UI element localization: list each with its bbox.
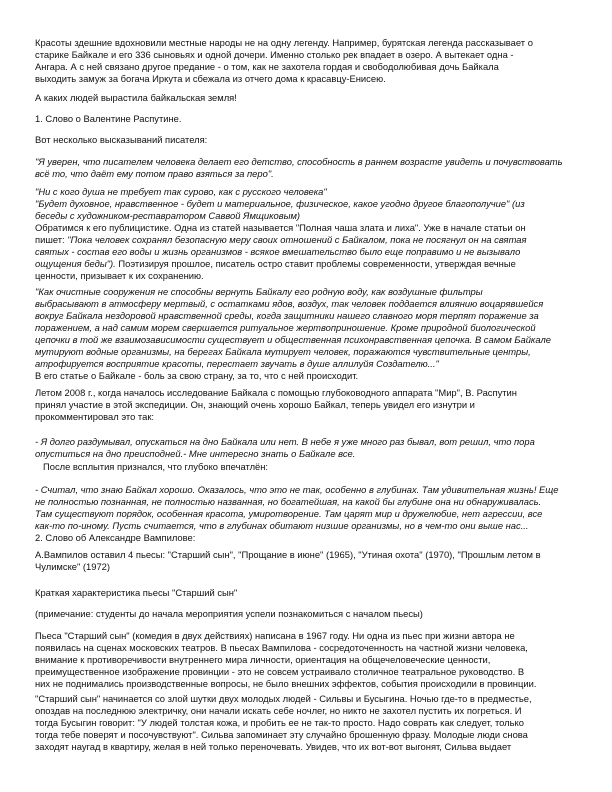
text-line: "Старший сын" начинается со злой шутки двух молодых людей - Сильвы и Бусыгина. Ночью где-то в предместье, [35, 693, 532, 704]
paragraph-publicism [35, 222, 583, 282]
text-line: внимание к противоречивости внутреннего мира личности, ориентация на общечеловеческие ценности, [35, 654, 491, 665]
text-line: "Ни с кого душа не требует так сурово, как с русского человека" [35, 186, 327, 197]
text-line: атрофируется восприятие красоты, перестает звучать в душе аллилуйя Создателю..." [35, 358, 439, 369]
text-line: всё то, что даёт ему потом право взяться за перо". [35, 168, 274, 179]
text-line: принял участие в этой экспедиции. Он, знающий очень хорошо Байкал, теперь увидел его изнутри и [35, 399, 475, 410]
text-line: Обратимся к его публицистике. Одна из статей называется "Полная чаша злата и лиха". Уже в начале статьи он [35, 222, 526, 233]
quote-depths [35, 484, 583, 544]
text-line: выходить замуж за богача Иркута и сбежала из отчего дома к красавцу-Енисею. [35, 73, 386, 84]
paragraph-expedition [35, 387, 583, 423]
text-line: поражением, а над самим морем свершается ритуальное жертвоприношение. Кроме природной биологической [35, 322, 536, 333]
paragraph-note: (примечание: студенты до начала мероприятия успели познакомиться с началом пьесы) [35, 608, 423, 619]
text-line: святых - состав его воды и жизнь организмов - всякое вмешательство было еще поправимо и не вызывало [35, 246, 521, 257]
text-span: Поэтизируя прошлое, писатель остро ставит проблемы современности, утверждая вечные [115, 258, 516, 269]
quote-span: ощущения беды"). [35, 258, 116, 269]
text-line: заходят наугад в квартиру, желая в ней только переночевать. Увидев, что их вот-вот выгонят, Сильва выдает [35, 741, 512, 752]
quote-descent [35, 436, 583, 460]
text-line: ценности, призывает к их сохранению. [35, 270, 204, 281]
text-line: вокруг Байкала нездоровой нравственной среды, когда защитники нашего славного моря терпят поражение за [35, 310, 539, 321]
text-line: тогда Бусыгин говорит: "У людей толстая кожа, и пробить ее не так-то просто. Надо соврать как следует, только [35, 717, 524, 728]
text-line: Летом 2008 г., когда началось исследование Байкала с помощью глубоководного аппарата "Мир", В. Распутин [35, 387, 517, 398]
text-line: "Как очистные сооружения не способны вернуть Байкалу его родную воду, как воздушные фильтры [35, 286, 483, 297]
paragraph-quotes-intro: Вот несколько высказываний писателя: [35, 134, 208, 145]
text-line: преимущественное изображение провинции - это не совсем устраивало столичное театральное руководство. В [35, 666, 525, 677]
quote-span: "Пока человек сохранял безопасную меру своих отношений с Байкалом, пока не посягнул он на святая [67, 234, 527, 245]
quote-article [35, 286, 583, 382]
text-line: опоздав на последнюю электричку, они начали искать себе ночлег, но никто не захотел пустить их погреться. И [35, 705, 522, 716]
text-line: А.Вампилов оставил 4 пьесы: "Старший сын", "Прощание в июне" (1965), "Утиная охота" (1970), "Прошлым летом в [35, 549, 541, 560]
paragraph-play-plot [35, 693, 583, 753]
paragraph-question: А каких людей вырастила байкальская земля! [35, 92, 237, 103]
section-heading-play: Краткая характеристика пьесы "Старший сын" [35, 587, 238, 598]
text-line: Чулимске" (1972) [35, 561, 111, 572]
text-line: как-то по-иному. Пусть считается, что в глубинах обитают низшие организмы, но в чем-то они выше нас... [35, 520, 529, 531]
section-heading-rasputin: 1. Слово о Валентине Распутине. [35, 113, 182, 124]
text-line: - Я долго раздумывал, опускаться на дно Байкала или нет. В небе я уже много раз бывал, вот решил, что пора [35, 436, 535, 447]
text-line: появилась на сценах московских театров. В пьесах Вампилова - сосредоточенность на частной жизни человека, [35, 642, 528, 653]
text-line: мутируют водные организмы, на берегах Байкала мутирует человек, поражаются чувствительные центры, [35, 346, 531, 357]
text-line: "Я уверен, что писателем человека делает его детство, способность в раннем возрасте увидеть и почувствовать [35, 156, 563, 167]
text-line: Ангара. А с ней связано другое предание - о том, как не захотела гордая и свободолюбивая дочь Байкала [35, 61, 499, 72]
text-line: беседы с художником-реставратором Саввой Ямщиковым) [35, 210, 301, 221]
text-line: Красоты здешние вдохновили местные народы не на одну легенду. Например, бурятская легенда рассказывает о [35, 37, 533, 48]
paragraph-play-history [35, 630, 583, 690]
quote-soul [35, 186, 583, 222]
section-heading-vampilov: 2. Слово об Александре Вампилове: [35, 532, 196, 543]
quote-childhood [35, 156, 583, 180]
text-line: тогда тебе поверят и посочувствуют". Сильва запоминает эту случайно брошенную фразу. Молодые люди снова [35, 729, 528, 740]
text-line: опуститься на дно преисподней.- Мне интересно знать о Байкале все. [35, 448, 356, 459]
text-line: выбрасывают в атмосферу мертвый, с остатками ядов, воздух, так человек поддается влиянию воцарявшейся [35, 298, 544, 309]
paragraph-after-surfacing: После всплытия признался, что глубоко впечатлён: [43, 461, 269, 472]
text-line: не полностью познанная, не полностью названная, но богатейшая, на какой бы глубине она ни обнаруживалась. [35, 496, 542, 507]
text-line [35, 234, 583, 246]
text-line: Там существуют порядок, особенная красота, умиротворение. Там царят мир и дружелюбие, нет агрессии, все [35, 508, 543, 519]
text-line: - Считал, что знаю Байкал хорошо. Оказалось, что это не так, особенно в глубинах. Там удивительная жизнь! Еще [35, 484, 559, 495]
text-line: В его статье о Байкале - боль за свою страну, за то, что с ней происходит. [35, 370, 359, 381]
text-line: "Будет духовное, нравственное - будет и материальное, физическое, какое угодно другое благополучие" (из [35, 198, 525, 209]
text-span: пишет: [35, 234, 68, 245]
paragraph-plays [35, 549, 583, 573]
text-line: прокомментировал это так: [35, 411, 155, 422]
text-line: старике Байкале и его 336 сыновьях и одной дочери. Именно столько рек впадает в озеро. А вытекает одна - [35, 49, 514, 60]
text-line [35, 258, 583, 270]
text-line: Пьеса "Старший сын" (комедия в двух действиях) написана в 1967 году. Ни одна из пьес при жизни автора не [35, 630, 515, 641]
intro-paragraph [35, 37, 583, 85]
text-line: цепочки в той же взаимозависимости существует и общественная психонравственная цепочка. В самом Байкале [35, 334, 551, 345]
text-line: них не поднимались производственные вопросы, не было внешних эффектов, события происходили в провинции. [35, 678, 537, 689]
